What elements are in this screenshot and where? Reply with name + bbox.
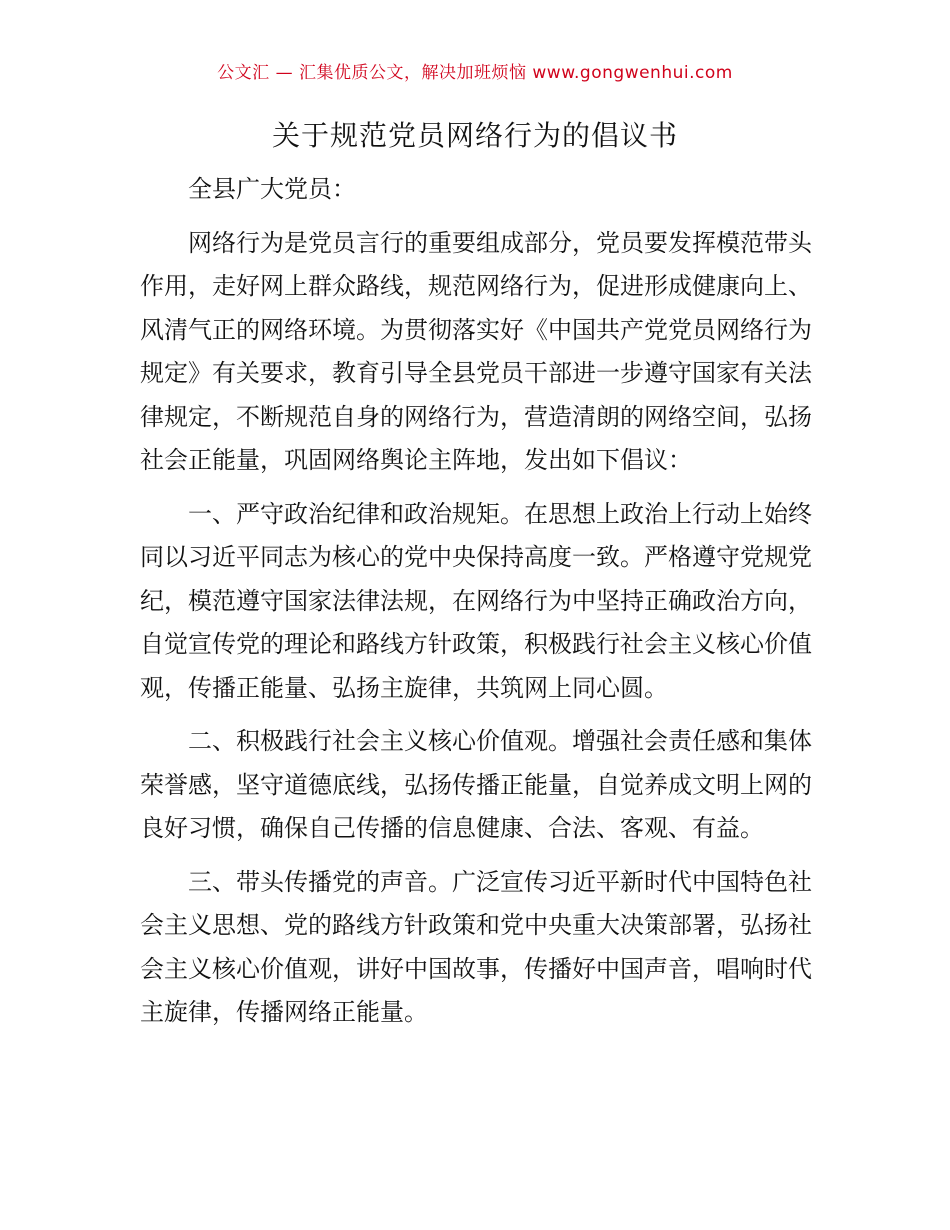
document-body [140, 168, 812, 1045]
paragraph-point-1: 一、严守政治纪律和政治规矩。在思想上政治上行动上始终同以习近平同志为核心的党中央保持高度一致。严格遵守党规党纪，模范遵守国家法律法规，在网络行为中坚持正确政治方向，自觉宣传党的理论和路线方针政策，积极践行社会主义核心价值观，传播正能量、弘扬主旋律，共筑网上同心圆。 [140, 499, 812, 702]
salutation: 全县广大党员： [188, 175, 356, 203]
paragraph-point-2: 二、积极践行社会主义核心价值观。增强社会责任感和集体荣誉感，坚守道德底线，弘扬传播正能量，自觉养成文明上网的良好习惯，确保自己传播的信息健康、合法、客观、有益。 [140, 727, 812, 842]
header-banner: 公文汇 — 汇集优质公文，解决加班烦恼 www.gongwenhui.com [217, 63, 733, 83]
document-title: 关于规范党员网络行为的倡议书 [271, 119, 678, 152]
paragraph-point-3: 三、带头传播党的声音。广泛宣传习近平新时代中国特色社会主义思想、党的路线方针政策和党中央重大决策部署，弘扬社会主义核心价值观，讲好中国故事，传播好中国声音，唱响时代主旋律，传播网络正能量。 [140, 867, 812, 1026]
paragraph-intro: 网络行为是党员言行的重要组成部分，党员要发挥模范带头作用，走好网上群众路线，规范网络行为，促进形成健康向上、风清气正的网络环境。为贯彻落实好《中国共产党党员网络行为规定》有关要求，教育引导全县党员干部进一步遵守国家有关法律规定，不断规范自身的网络行为，营造清朗的网络空间，弘扬社会正能量，巩固网络舆论主阵地，发出如下倡议： [140, 228, 812, 474]
